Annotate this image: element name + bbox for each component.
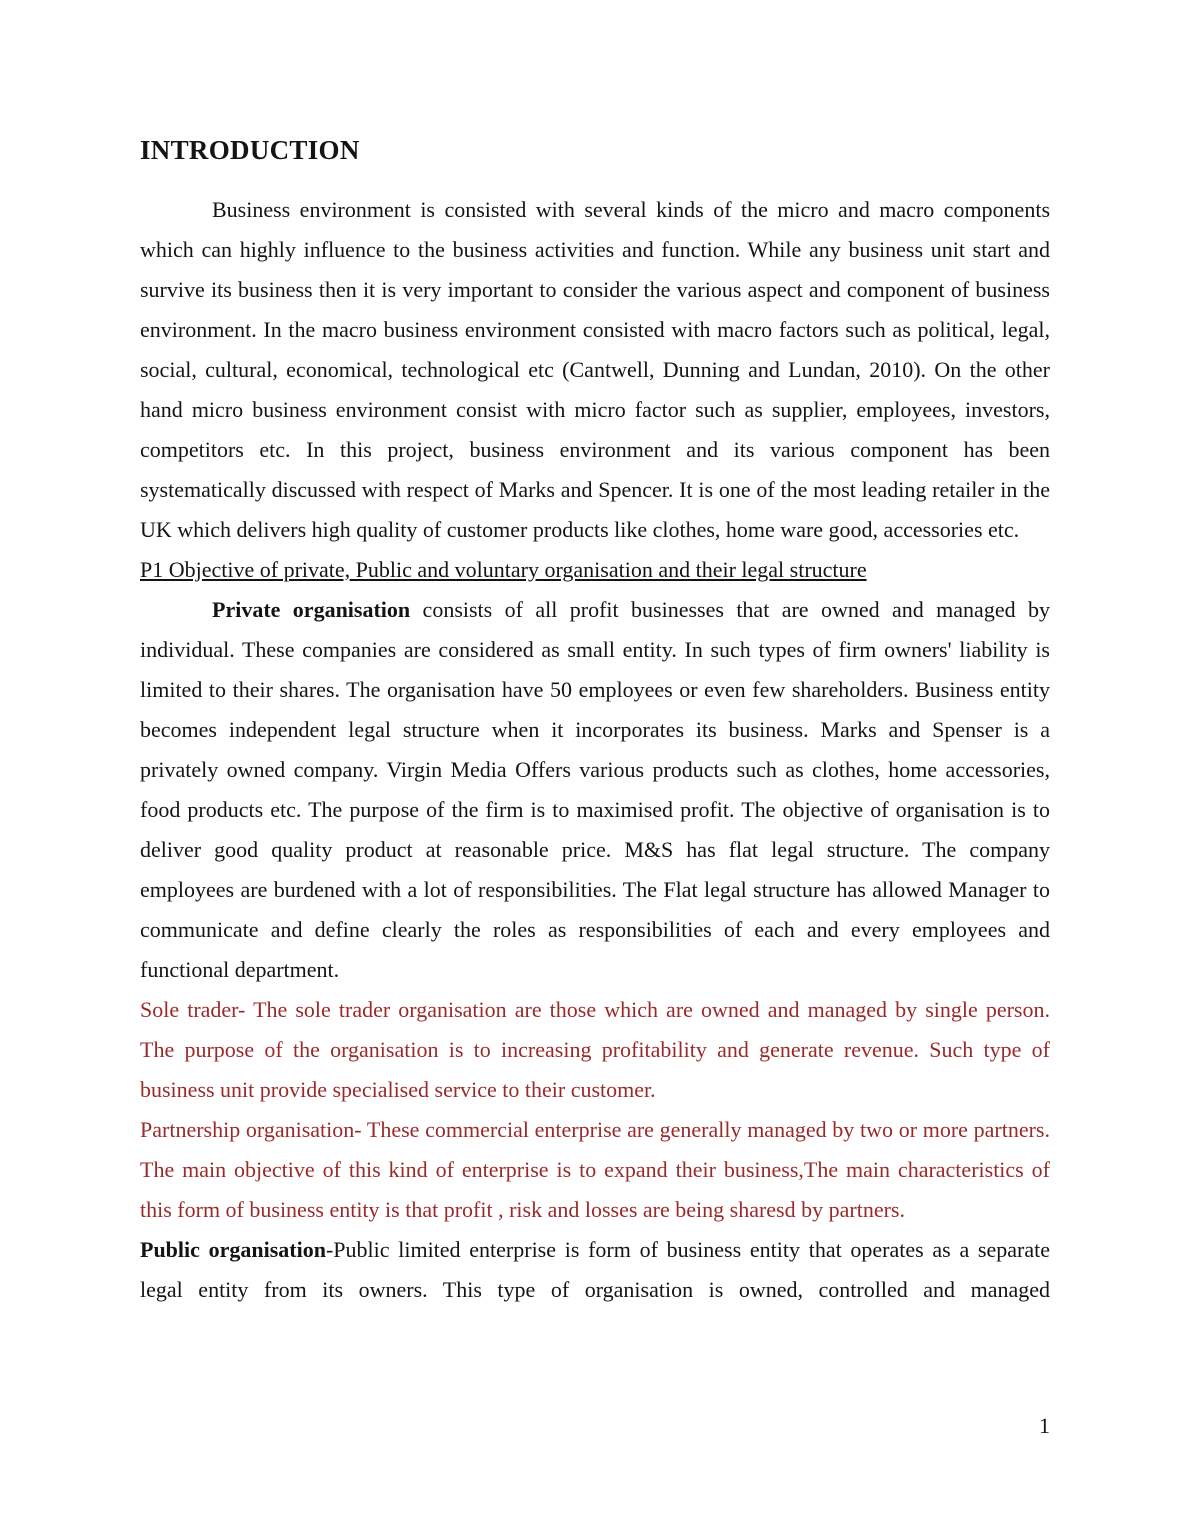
private-organisation-lead: Private organisation xyxy=(212,597,411,622)
p1-objective-heading: P1 Objective of private, Public and voluntary organisation and their legal structure xyxy=(140,557,867,582)
intro-paragraph: Business environment is consisted with several kinds of the micro and macro components which can highly influence to the business activities and function. While any business unit start and survive its business then it is very important to consider the various aspect and component of business environment. In the macro business environment consisted with macro factors such as political, legal, social, cultural, economical, technological etc (Cantwell, Dunning and Lundan, 2010). On the other hand micro business environment consist with micro factor such as supplier, employees, investors, competitors etc. In this project, business environment and its various component has been systematically discussed with respect of Marks and Spencer. It is one of the most leading retailer in the UK which delivers high quality of customer products like clothes, home ware good, accessories etc. xyxy=(140,197,1050,542)
public-organisation-lead: Public organisation xyxy=(140,1237,326,1262)
public-organisation-text: -Public limited enterprise is form of business entity that operates as a separate legal entity from its owners. This type of organisation is owned, controlled and managed xyxy=(140,1237,1050,1302)
section-title: INTRODUCTION xyxy=(140,135,360,165)
private-organisation-text: consists of all profit businesses that are owned and managed by individual. These companies are considered as small entity. In such types of firm owners' liability is limited to their shares. The organisation have 50 employees or even few shareholders. Business entity becomes independent legal structure when it incorporates its business. Marks and Spenser is a privately owned company. Virgin Media Offers various products such as clothes, home accessories, food products etc. The purpose of the firm is to maximised profit. The objective of organisation is to deliver good quality product at reasonable price. M&S has flat legal structure. The company employees are burdened with a lot of responsibilities. The Flat legal structure has allowed Manager to communicate and define clearly the roles as responsibilities of each and every employees and functional department. xyxy=(140,597,1050,982)
public-organisation-paragraph xyxy=(140,1230,1050,1310)
partnership-paragraph: Partnership organisation- These commercial enterprise are generally managed by two or more partners. The main objective of this kind of enterprise is to expand their business,The main characteristics of this form of business entity is that profit , risk and losses are being sharesd by partners. xyxy=(140,1117,1050,1222)
private-organisation-paragraph xyxy=(140,590,1050,990)
page-content xyxy=(140,128,1050,1310)
sole-trader-paragraph: Sole trader- The sole trader organisation are those which are owned and managed by single person. The purpose of the organisation is to increasing profitability and generate revenue. Such type of business unit provide specialised service to their customer. xyxy=(140,997,1050,1102)
page-number: 1 xyxy=(1039,1413,1050,1438)
